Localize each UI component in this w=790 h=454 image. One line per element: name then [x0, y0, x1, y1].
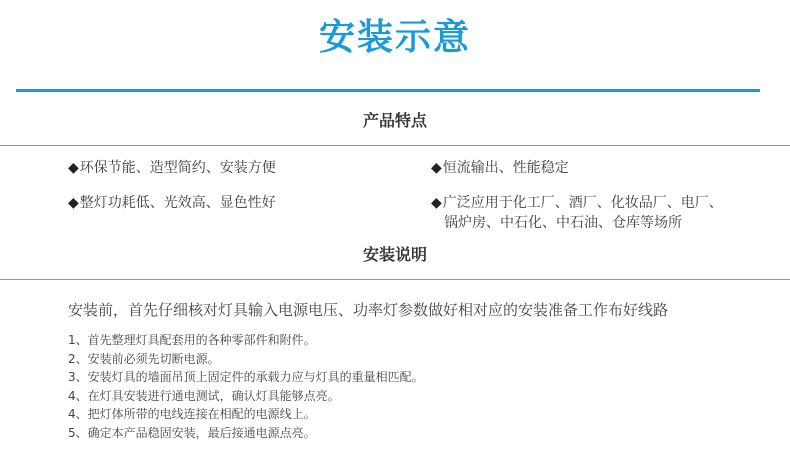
- feature-item: [431, 158, 569, 178]
- diamond-bullet-icon: ◆: [68, 160, 79, 176]
- feature-text: 广泛应用于化工厂、酒厂、化妆品厂、电厂、: [442, 195, 723, 211]
- diamond-bullet-icon: ◆: [68, 195, 79, 211]
- install-step: 5、确定本产品稳固安装，最后接通电源点亮。: [68, 425, 316, 440]
- feature-item: [68, 158, 276, 178]
- install-step: 4、在灯具安装进行通电测试，确认灯具能够点亮。: [68, 388, 340, 403]
- feature-item: [431, 193, 723, 233]
- page-title: 安装示意: [318, 17, 471, 58]
- diamond-bullet-icon: ◆: [431, 195, 442, 211]
- feature-text: 环保节能、造型简约、安装方便: [79, 160, 276, 176]
- install-step: 3、安装灯具的墙面吊顶上固定件的承载力应与灯具的重量相匹配。: [68, 370, 424, 385]
- install-steps: [68, 331, 424, 443]
- install-step: 2、安装前必须先切断电源。: [68, 351, 220, 366]
- install-intro: 安装前，首先仔细核对灯具输入电源电压、功率灯参数做好相对应的安装准备工作布好线路: [68, 301, 669, 319]
- feature-text: 整灯功耗低、光效高、显色性好: [79, 195, 276, 211]
- features-divider: [0, 145, 790, 146]
- install-heading: 安装说明: [362, 245, 427, 264]
- install-step: 4、把灯体所带的电线连接在相配的电源线上。: [68, 407, 316, 422]
- install-step: 1、首先整理灯具配套用的各种零部件和附件。: [68, 333, 316, 347]
- install-divider: [0, 279, 790, 280]
- features-heading: 产品特点: [362, 111, 427, 130]
- feature-text: 锅炉房、中石化、中石油、仓库等场所: [444, 215, 682, 231]
- title-divider: [16, 89, 760, 92]
- diamond-bullet-icon: ◆: [431, 160, 442, 176]
- feature-item: [68, 193, 276, 213]
- feature-text: 恒流输出、性能稳定: [442, 160, 569, 176]
